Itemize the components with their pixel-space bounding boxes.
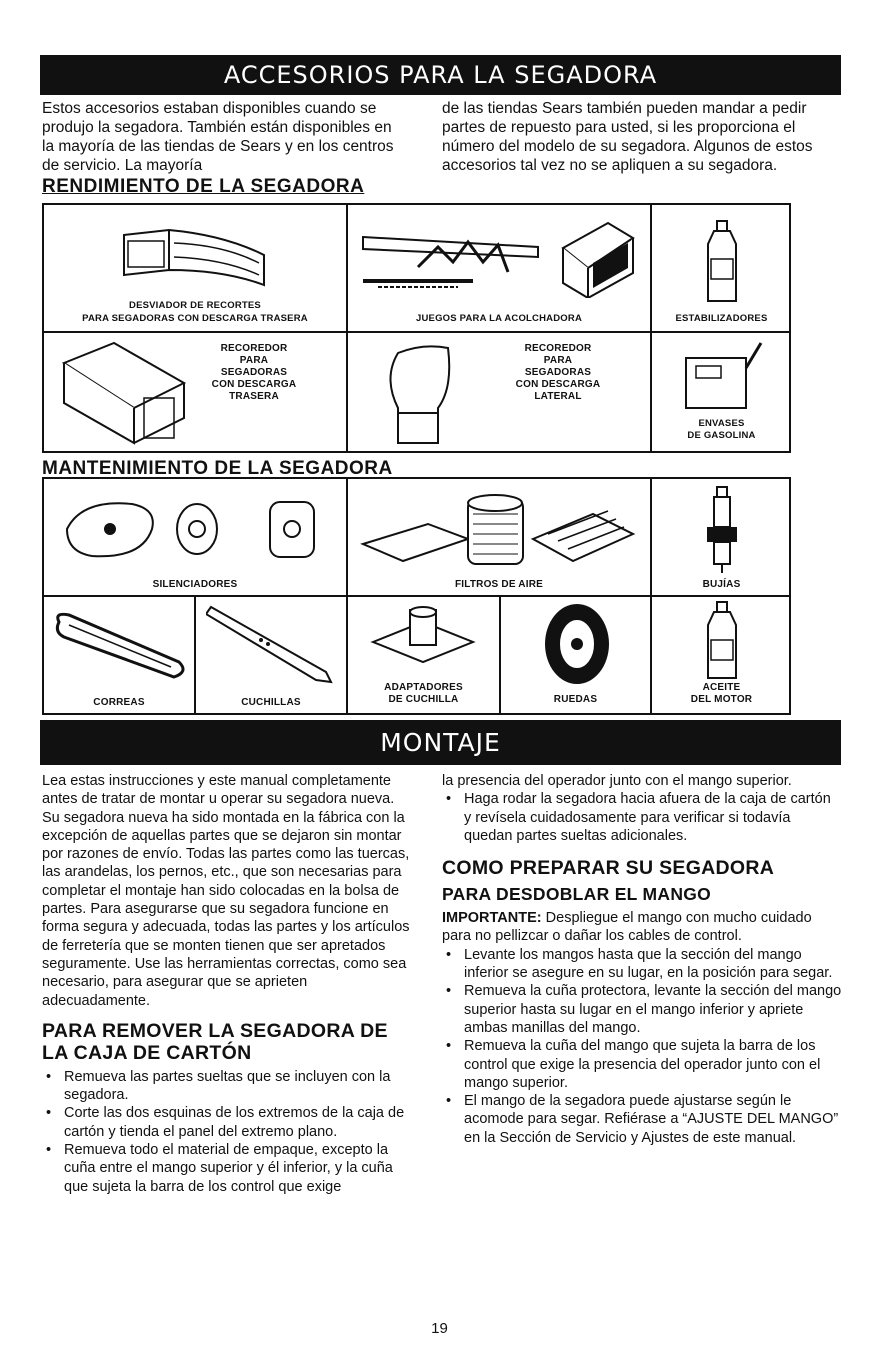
side-bag-cell bbox=[348, 333, 650, 451]
unfold-handle-heading: PARA DESDOBLAR EL MANGO bbox=[442, 884, 712, 905]
spark-plugs-cell bbox=[652, 479, 791, 595]
important-label: IMPORTANTE: bbox=[442, 910, 542, 927]
spark-plug-icon bbox=[702, 485, 742, 575]
side-bag-caption: RECOREDOR PARA SEGADORAS CON DESCARGA LATERAL bbox=[515, 343, 601, 402]
mulch-blade-icon bbox=[358, 217, 548, 297]
deflector-caption-line2: PARA SEGADORAS CON DESCARGA TRASERA bbox=[82, 313, 308, 324]
mulch-kits-caption: JUEGOS PARA LA ACOLCHADORA bbox=[416, 313, 582, 324]
belt-icon bbox=[49, 607, 189, 687]
blade-adapters-cell bbox=[348, 597, 499, 713]
belts-caption: CORREAS bbox=[93, 697, 145, 708]
list-item: • Haga rodar la segadora hacia afuera de la caja de cartón y revísela cuidadosamente para verificar si todavía quedan partes sueltas adicionales. bbox=[442, 790, 842, 845]
air-filter-icon bbox=[358, 489, 638, 574]
stabilizers-caption: ESTABILIZADORES bbox=[675, 313, 768, 324]
list-item: • Levante los mangos hasta que la sección del mango inferior se asegure en su lugar, en la posición para segar. bbox=[442, 946, 842, 983]
gas-cans-caption: ENVASES DE GASOLINA bbox=[687, 418, 756, 441]
muffler-round-icon bbox=[172, 499, 222, 559]
list-item: • Remueva todo el material de empaque, excepto la cuña entre el mango superior y él inferior, y la cuña que sujeta la barra de los control que exige bbox=[42, 1141, 412, 1196]
important-note bbox=[442, 909, 842, 946]
prepare-mower-heading: COMO PREPARAR SU SEGADORA bbox=[442, 857, 775, 880]
deflector-caption-line1: DESVIADOR DE RECORTES bbox=[129, 300, 261, 311]
engine-oil-cell bbox=[652, 597, 791, 713]
clipping-deflector-cell bbox=[44, 205, 346, 331]
side-bag-icon bbox=[378, 338, 468, 448]
adapters-caption: ADAPTADORES DE CUCHILLA bbox=[384, 682, 463, 705]
page-number: 19 bbox=[431, 1320, 448, 1337]
spark-plugs-caption: BUJÍAS bbox=[702, 579, 741, 590]
list-item: • Remueva la cuña protectora, levante la sección del mango superior hasta su lugar en el mango inferior y apriete ambas manillas del mango. bbox=[442, 982, 842, 1037]
oil-bottle-icon bbox=[702, 600, 742, 680]
wheels-caption: RUEDAS bbox=[553, 694, 598, 705]
mulch-kit-box-icon bbox=[553, 213, 643, 298]
intro-left-text: Estos accesorios estaban disponibles cuando se produjo la segadora. También están disponibles en la mayoría de las tiendas de Sears y en los centros de servicio. La mayoría bbox=[42, 100, 394, 174]
mufflers-cell bbox=[44, 479, 346, 595]
list-item: • Remueva la cuña del mango que sujeta la barra de los control que exige la presencia del operador junto con el mango superior. bbox=[442, 1037, 842, 1092]
performance-accessories-grid bbox=[42, 203, 791, 453]
mulch-kits-cell bbox=[348, 205, 650, 331]
blade-adapter-icon bbox=[368, 602, 478, 672]
oil-caption: ACEITE DEL MOTOR bbox=[690, 682, 753, 705]
rear-bag-cell bbox=[44, 333, 346, 451]
accessories-banner: ACCESORIOS PARA LA SEGADORA bbox=[40, 55, 841, 95]
belts-cell bbox=[44, 597, 194, 713]
remove-from-carton-heading: PARA REMOVER LA SEGADORA DE LA CAJA DE CARTÓN bbox=[42, 1019, 388, 1064]
gas-cans-cell bbox=[652, 333, 791, 451]
blades-cell bbox=[196, 597, 346, 713]
assembly-intro-paragraph: Lea estas instrucciones y este manual completamente antes de tratar de montar u operar su segadora nueva. Su segadora nueva ha sido montada en la fábrica con la excepción de aquellas partes que se dejaron sin montar por razones de envío. Todas las partes como las tuercas, las arandelas, los pernos, etc., que son necesarias para completar el montaje han sido colocadas en la bolsa de partes. Para asegurarse que su segadora funcione en forma segura y adecuada, todas las partes y los artículos de ferretería que se monten tienen que ser apretados seguramente. Use las herramientas correctas, como sea necesario, para asegurar que se aprieten adecuadamente. bbox=[42, 773, 410, 1009]
list-item: • El mango de la segadora puede ajustarse según le acomode para segar. Refiérase a “AJUSTE DEL MANGO” en la Sección de Servicio y Ajustes de este manual. bbox=[442, 1092, 842, 1147]
muffler-box-icon bbox=[262, 494, 322, 564]
assembly-left-column bbox=[42, 772, 412, 1196]
wheels-cell bbox=[501, 597, 650, 713]
blades-caption: CUCHILLAS bbox=[241, 697, 301, 708]
assembly-right-column bbox=[442, 772, 842, 1147]
intro-right-text: de las tiendas Sears también pueden mandar a pedir partes de repuesto para usted, si les proporciona el número del modelo de su segadora. Algunos de estos accesorios tal vez no se apliquen a su segadora. bbox=[442, 100, 813, 174]
stabilizer-bottle-icon bbox=[702, 219, 742, 304]
rear-bag-icon bbox=[54, 338, 194, 448]
list-item: • Corte las dos esquinas de los extremos de la caja de cartón y tienda el panel del extremo plano. bbox=[42, 1104, 412, 1141]
maintenance-section-title: MANTENIMIENTO DE LA SEGADORA bbox=[42, 458, 393, 479]
blade-icon bbox=[206, 602, 336, 687]
maintenance-parts-grid bbox=[42, 477, 791, 715]
important-text: Despliegue el mango con mucho cuidado para no pellizcar o dañar los cables de control. bbox=[442, 910, 812, 945]
clipping-deflector-icon bbox=[114, 215, 274, 295]
mufflers-caption: SILENCIADORES bbox=[152, 579, 238, 590]
continued-text: la presencia del operador junto con el mango superior. bbox=[442, 773, 792, 789]
air-filters-caption: FILTROS DE AIRE bbox=[455, 579, 543, 590]
wheel-icon bbox=[537, 599, 617, 689]
rear-bag-caption: RECOREDOR PARA SEGADORAS CON DESCARGA TRASERA bbox=[211, 343, 297, 402]
stabilizers-cell bbox=[652, 205, 791, 331]
gas-can-icon bbox=[676, 338, 766, 413]
list-item: • Remueva las partes sueltas que se incluyen con la segadora. bbox=[42, 1068, 412, 1105]
assembly-banner: MONTAJE bbox=[40, 720, 841, 765]
performance-section-title: RENDIMIENTO DE LA SEGADORA bbox=[42, 176, 365, 197]
air-filters-cell bbox=[348, 479, 650, 595]
muffler-icon bbox=[62, 494, 162, 564]
